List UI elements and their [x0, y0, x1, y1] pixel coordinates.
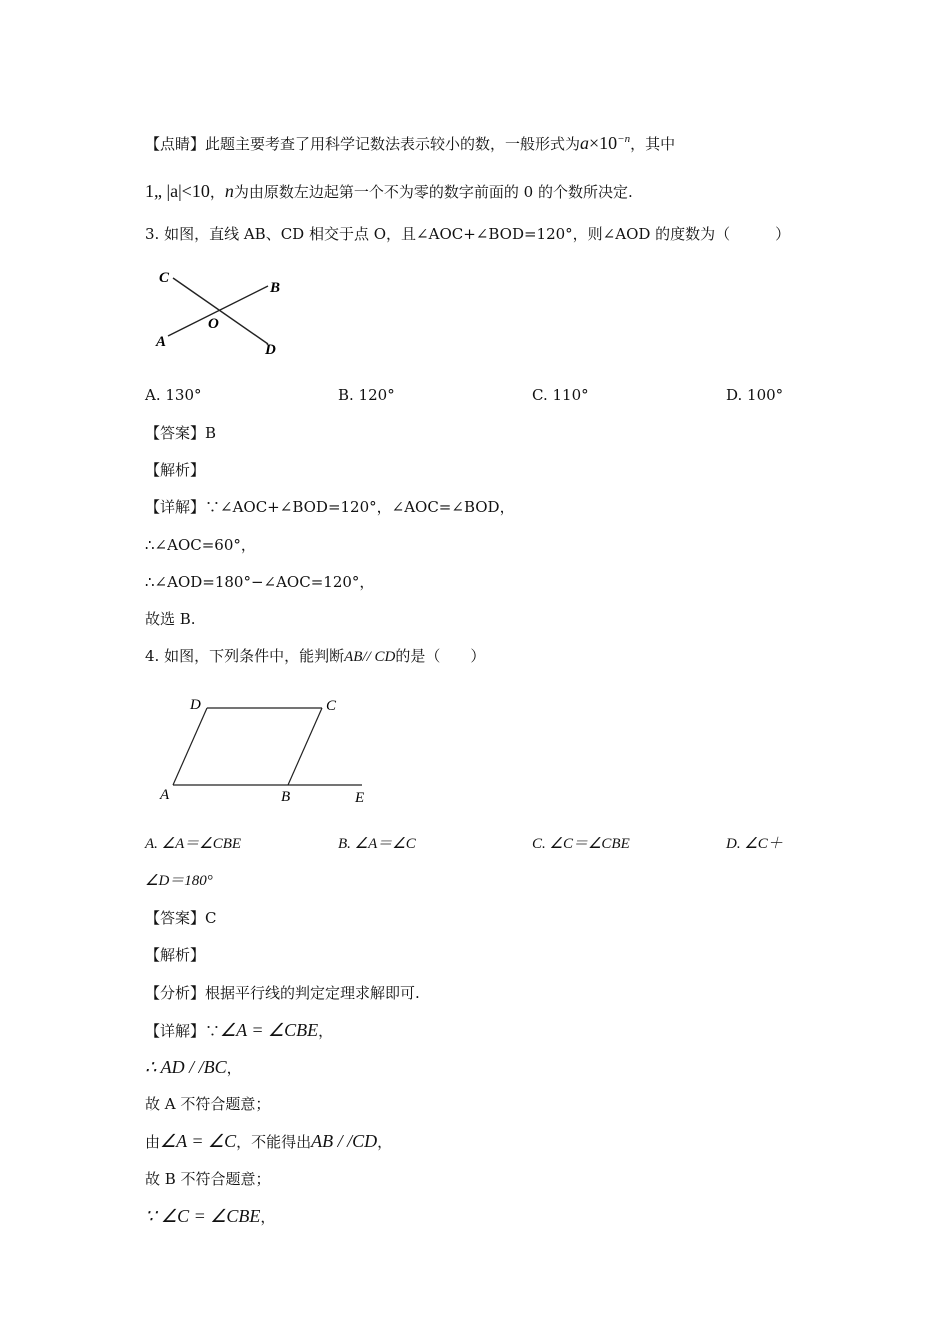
q3-detail-4: 故选 B.	[145, 610, 196, 628]
label-d: D	[265, 342, 276, 358]
line-cd	[173, 278, 268, 344]
q4-detail-2: ∴ AD / /BC，	[145, 1057, 242, 1077]
label-e: E	[355, 790, 365, 806]
q4-option-d: D. ∠C＋	[726, 836, 783, 852]
formula-sci-notation: $a\times 10^{-n}$	[580, 133, 631, 153]
q4-jiexi: 【解析】	[145, 946, 206, 964]
math-angle-eq-2: ∠A = ∠C	[160, 1131, 237, 1151]
dianjing-line-2: 1„ |a|<10，n为由原数左边起第一个不为零的数字前面的 0 的个数所决定.	[145, 181, 633, 201]
label-o: O	[208, 316, 219, 332]
q3-answer: 【答案】B	[145, 424, 217, 442]
q4-detail-1: 【详解】∵∠A = ∠CBE，	[145, 1020, 334, 1040]
segment-cb	[288, 708, 322, 785]
segment-da	[173, 708, 207, 785]
q4-option-a: A. ∠A＝∠CBE	[145, 836, 242, 852]
q4-detail-4: 由∠A = ∠C，不能得出AB / /CD，	[145, 1131, 393, 1151]
q4-stem: 4. 如图，下列条件中，能判断AB// CD的是（ ）	[145, 647, 486, 665]
math-ad-parallel-bc: ∴ AD / /BC	[145, 1057, 227, 1077]
q4-answer: 【答案】C	[145, 909, 217, 927]
formula-range: 1„ |a|<10	[145, 181, 210, 201]
q3-option-d: D. 100°	[726, 386, 784, 404]
label-a: A	[160, 787, 170, 803]
q4-option-c: C. ∠C＝∠CBE	[532, 836, 630, 852]
label-b: B	[281, 789, 291, 805]
q3-figure-intersecting-lines	[150, 262, 290, 362]
label-c: C	[326, 698, 337, 714]
math-ab-parallel-cd: AB / /CD	[311, 1131, 378, 1151]
label-b: B	[270, 280, 281, 296]
math-angle-eq-1: ∠A = ∠CBE	[220, 1020, 319, 1040]
q4-figure-parallelogram	[150, 690, 380, 810]
q4-detail-3: 故 A 不符合题意；	[145, 1095, 271, 1113]
q3-jiexi: 【解析】	[145, 461, 206, 479]
q3-detail-3: ∴∠AOD=180°−∠AOC=120°，	[145, 573, 375, 591]
q4-option-d-cont: ∠D＝180°	[145, 873, 213, 889]
label-d: D	[190, 697, 201, 713]
q4-stem-math: AB// CD	[344, 649, 396, 665]
q3-option-c: C. 110°	[532, 386, 589, 404]
q3-detail-2: ∴∠AOC=60°，	[145, 536, 256, 554]
q4-detail-5: 故 B 不符合题意；	[145, 1170, 271, 1188]
math-angle-eq-3: ∵ ∠C = ∠CBE	[145, 1206, 261, 1226]
q3-detail-1: 【详解】∵∠AOC+∠BOD=120°，∠AOC=∠BOD，	[145, 498, 515, 516]
label-c: C	[159, 270, 170, 286]
q4-option-b: B. ∠A＝∠C	[338, 836, 416, 852]
q3-option-b: B. 120°	[338, 386, 395, 404]
label-a: A	[156, 334, 167, 350]
q3-option-a: A. 130°	[145, 386, 202, 404]
q4-detail-6: ∵ ∠C = ∠CBE，	[145, 1206, 276, 1226]
q3-stem: 3. 如图，直线 AB、CD 相交于点 O，且∠AOC+∠BOD=120°，则∠AOD 的度数为（ ）	[145, 225, 791, 243]
dianjing-line-1: 【点睛】此题主要考查了用科学记数法表示较小的数，一般形式为$a\times 10^{-n}$，其中	[145, 133, 676, 153]
q4-fenxi: 【分析】根据平行线的判定定理求解即可.	[145, 984, 420, 1002]
